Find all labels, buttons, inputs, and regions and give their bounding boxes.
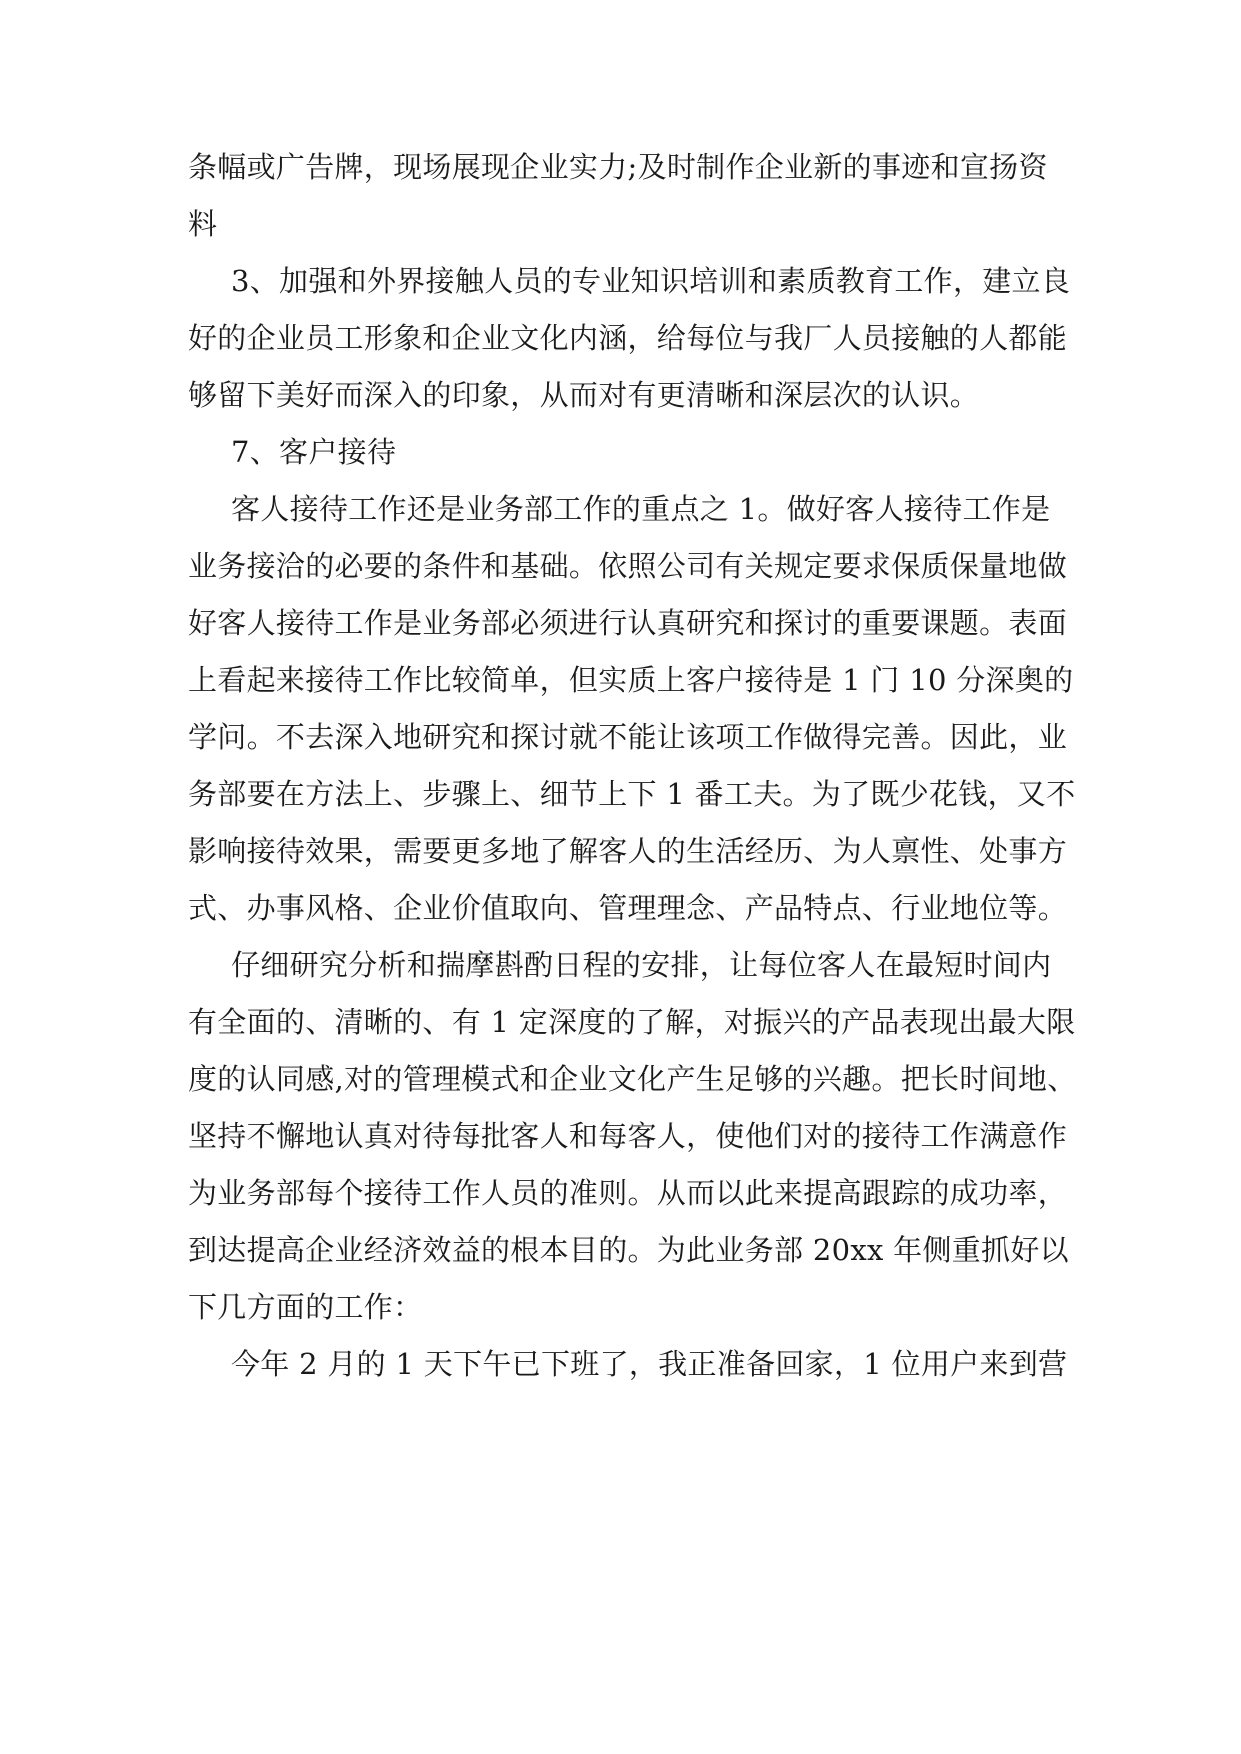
text-line: 好的企业员工形象和企业文化内涵，给每位与我厂人员接触的人都能 bbox=[188, 321, 1068, 355]
text-line: 上看起来接待工作比较简单，但实质上客户接待是 1 门 10 分深奥的 bbox=[188, 663, 1074, 697]
text-line: 有全面的、清晰的、有 1 定深度的了解，对振兴的产品表现出最大限 bbox=[188, 1005, 1076, 1039]
text-line: 影响接待效果，需要更多地了解客人的生活经历、为人禀性、处事方 bbox=[188, 834, 1068, 868]
text-line: 下几方面的工作： bbox=[188, 1290, 423, 1324]
text-line: 条幅或广告牌，现场展现企业实力;及时制作企业新的事迹和宣扬资 bbox=[188, 150, 1048, 184]
text-line: 务部要在方法上、步骤上、细节上下 1 番工夫。为了既少花钱，又不 bbox=[188, 777, 1076, 811]
text-line: 今年 2 月的 1 天下午已下班了，我正准备回家，1 位用户来到营 bbox=[231, 1347, 1068, 1381]
text-line: 3、加强和外界接触人员的专业知识培训和素质教育工作，建立良 bbox=[231, 264, 1071, 298]
text-line: 为业务部每个接待工作人员的准则。从而以此来提高跟踪的成功率， bbox=[188, 1176, 1068, 1210]
text-line: 够留下美好而深入的印象，从而对有更清晰和深层次的认识。 bbox=[188, 378, 980, 412]
text-line: 仔细研究分析和揣摩斟酌日程的安排，让每位客人在最短时间内 bbox=[231, 948, 1052, 982]
text-line: 料 bbox=[188, 207, 218, 241]
text-line: 式、办事风格、企业价值取向、管理理念、产品特点、行业地位等。 bbox=[188, 891, 1068, 925]
text-line: 客人接待工作还是业务部工作的重点之 1。做好客人接待工作是 bbox=[231, 492, 1051, 526]
section-heading: 7、客户接待 bbox=[231, 435, 397, 469]
text-line: 坚持不懈地认真对待每批客人和每客人，使他们对的接待工作满意作 bbox=[188, 1119, 1068, 1153]
text-line: 业务接洽的必要的条件和基础。依照公司有关规定要求保质保量地做 bbox=[188, 549, 1068, 583]
text-line: 好客人接待工作是业务部必须进行认真研究和探讨的重要课题。表面 bbox=[188, 606, 1068, 640]
text-line: 学问。不去深入地研究和探讨就不能让该项工作做得完善。因此，业 bbox=[188, 720, 1068, 754]
text-line: 度的认同感,对的管理模式和企业文化产生足够的兴趣。把长时间地、 bbox=[188, 1062, 1077, 1096]
text-line: 到达提高企业经济效益的根本目的。为此业务部 20xx 年侧重抓好以 bbox=[188, 1233, 1069, 1267]
